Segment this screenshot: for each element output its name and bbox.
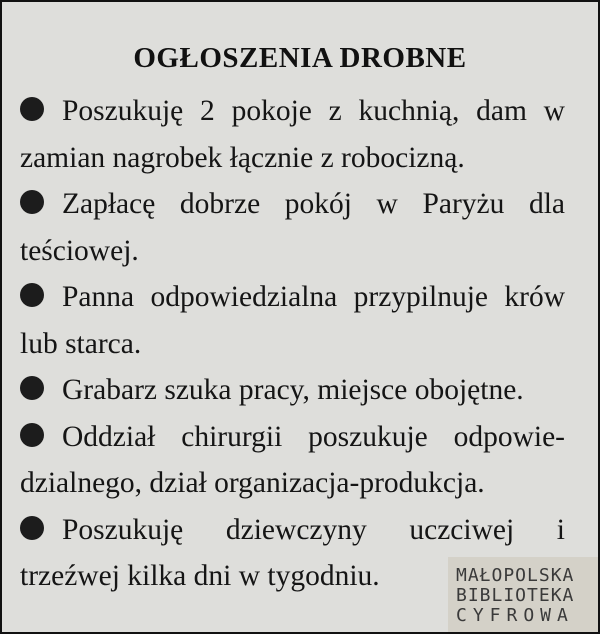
classified-ads-list [20, 88, 565, 600]
section-title: OGŁOSZENIA DROBNE [133, 42, 467, 74]
bullet-icon [20, 516, 44, 540]
bullet-icon [20, 423, 44, 447]
watermark-line: BIBLIOTEKA [456, 585, 575, 606]
ad-text: Oddział chirurgii poszukuje odpowie- dzialnego, dział organizacja-produkcja. [20, 420, 565, 499]
classified-ad [20, 367, 565, 414]
watermark-line: CYFROWA [456, 605, 574, 626]
ad-text: Grabarz szuka pracy, miejsce obojętne. [62, 374, 524, 406]
classified-ad [20, 274, 565, 367]
classified-ad [20, 181, 565, 274]
bullet-icon [20, 97, 44, 121]
ad-text: Zapłacę dobrze pokój w Paryżu dla teściowej. [20, 188, 565, 267]
ad-text: Poszukuję 2 pokoje z kuchnią, dam w zamian nagrobek łącznie z robocizną. [20, 95, 565, 174]
bullet-icon [20, 190, 44, 214]
bullet-icon [20, 283, 44, 307]
classified-ad [20, 88, 565, 181]
ad-text: Panna odpowiedzialna przypilnuje krów lub starca. [20, 281, 565, 360]
watermark-line: MAŁOPOLSKA [456, 565, 575, 586]
library-watermark [448, 557, 598, 632]
bullet-icon [20, 376, 44, 400]
ad-text: Poszukuję dziewczyny uczciwej i trzeźwej kilka dni w tygodniu. [20, 513, 565, 592]
classified-ad [20, 414, 565, 507]
